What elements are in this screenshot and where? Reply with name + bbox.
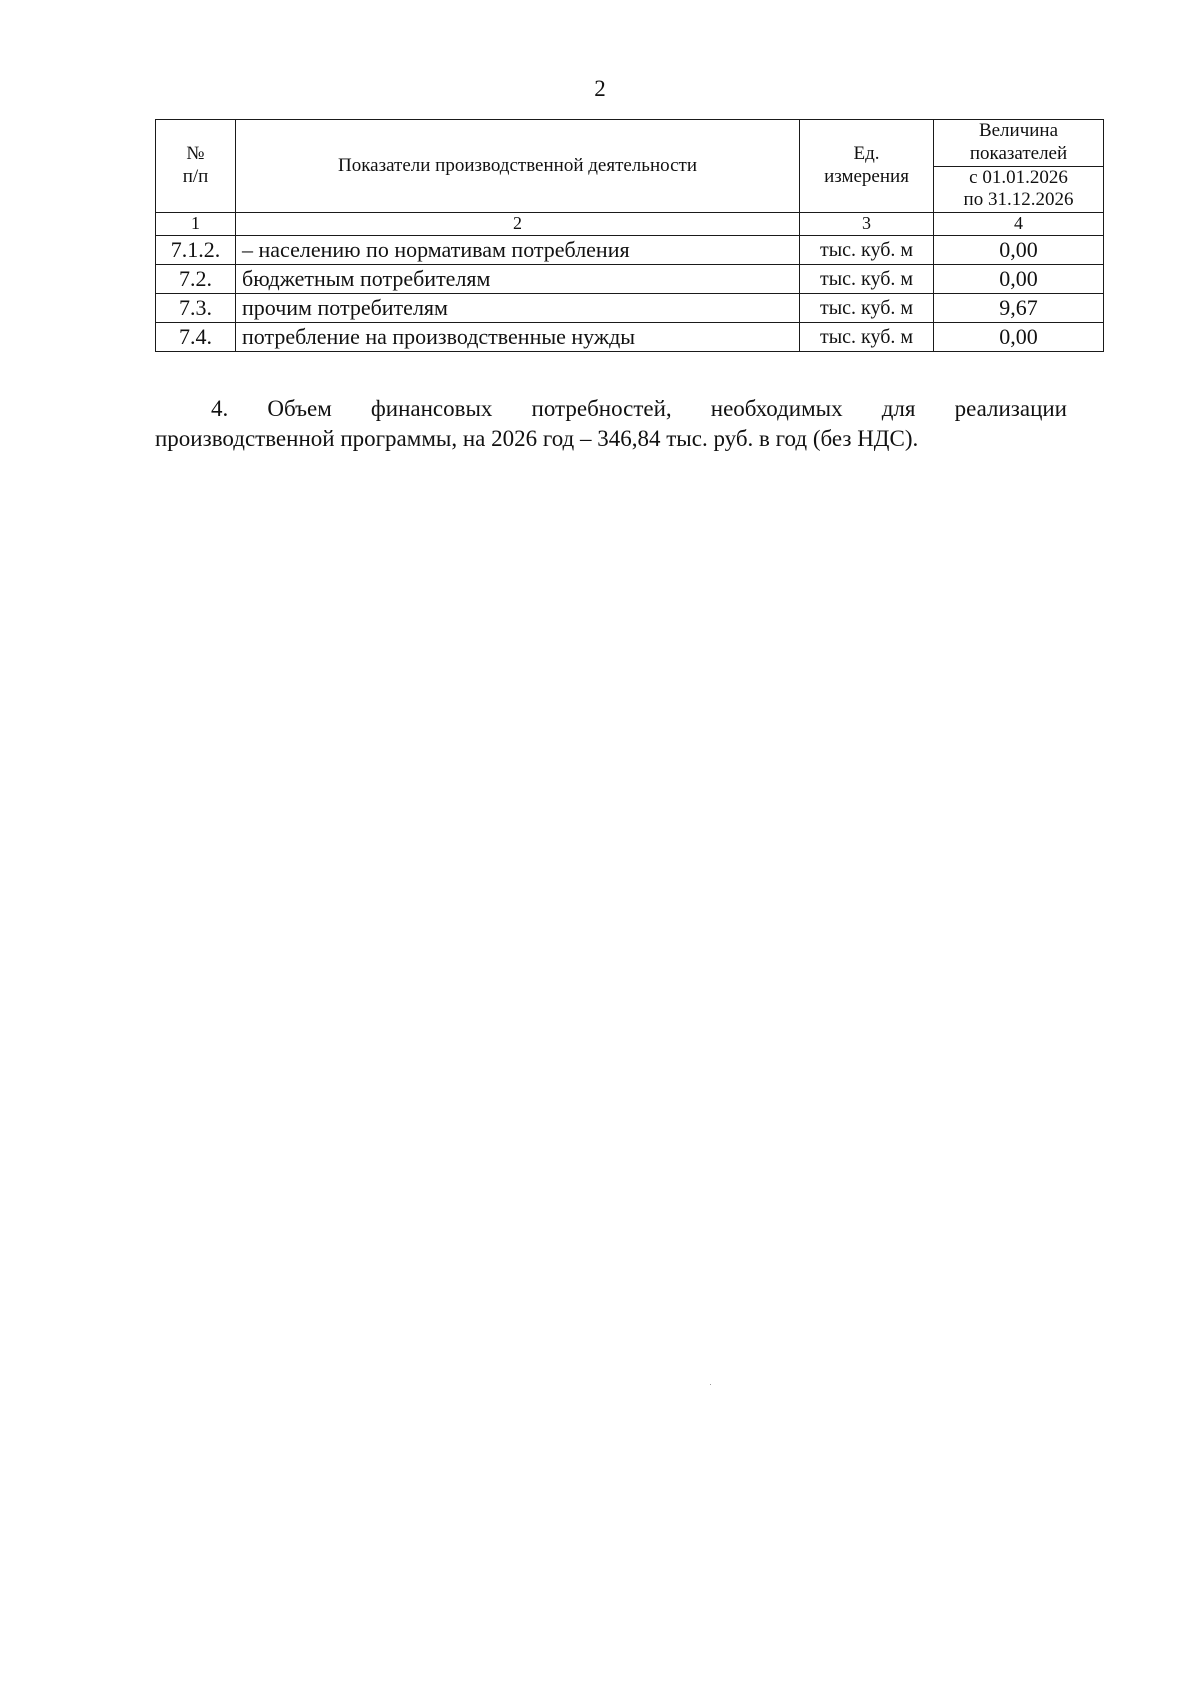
header-indicators-cell: Показатели производственной деятельности — [236, 120, 800, 213]
row-unit: тыс. куб. м — [800, 236, 934, 265]
row-number: 7.3. — [156, 294, 236, 323]
header-period-to: по 31.12.2026 — [963, 189, 1074, 211]
header-number-symbol: № — [186, 143, 205, 165]
header-number-abbrev: п/п — [182, 166, 209, 188]
row-value: 0,00 — [934, 265, 1104, 294]
row-unit: тыс. куб. м — [800, 323, 934, 352]
header-period-from: с 01.01.2026 — [969, 166, 1068, 188]
column-number-1: 1 — [156, 213, 236, 236]
indicators-table — [155, 119, 1104, 352]
table-row — [156, 236, 1104, 265]
header-number-cell — [156, 120, 236, 213]
row-unit: тыс. куб. м — [800, 265, 934, 294]
row-unit: тыс. куб. м — [800, 294, 934, 323]
row-number: 7.2. — [156, 265, 236, 294]
row-indicator: бюджетным потребителям — [236, 265, 800, 294]
table-row — [156, 294, 1104, 323]
page-number: 2 — [594, 76, 606, 101]
financial-needs-paragraph — [155, 394, 1067, 454]
column-number-3: 3 — [800, 213, 934, 236]
row-value: 0,00 — [934, 236, 1104, 265]
row-number: 7.1.2. — [156, 236, 236, 265]
header-period-cell — [934, 166, 1104, 213]
column-number-row — [156, 213, 1104, 236]
paragraph-line-1: 4. Объем финансовых потребностей, необходимых для реализации — [211, 396, 1067, 421]
header-value-line2: показателей — [969, 142, 1068, 164]
row-indicator: прочим потребителям — [236, 294, 800, 323]
row-number: 7.4. — [156, 323, 236, 352]
header-unit-line2: измерения — [824, 166, 909, 188]
header-value-cell — [934, 120, 1104, 167]
header-unit-cell — [800, 120, 934, 213]
header-unit-line1: Ед. — [853, 143, 880, 165]
column-number-4: 4 — [934, 213, 1104, 236]
row-value: 9,67 — [934, 294, 1104, 323]
row-value: 0,00 — [934, 323, 1104, 352]
table-row — [156, 323, 1104, 352]
scan-artifact-dot — [710, 1384, 711, 1385]
column-number-2: 2 — [236, 213, 800, 236]
paragraph-line-2: производственной программы, на 2026 год – 346,84 тыс. руб. в год (без НДС). — [155, 426, 919, 451]
header-value-line1: Величина — [978, 120, 1059, 141]
row-indicator: – населению по нормативам потребления — [236, 236, 800, 265]
table-row — [156, 265, 1104, 294]
row-indicator: потребление на производственные нужды — [236, 323, 800, 352]
